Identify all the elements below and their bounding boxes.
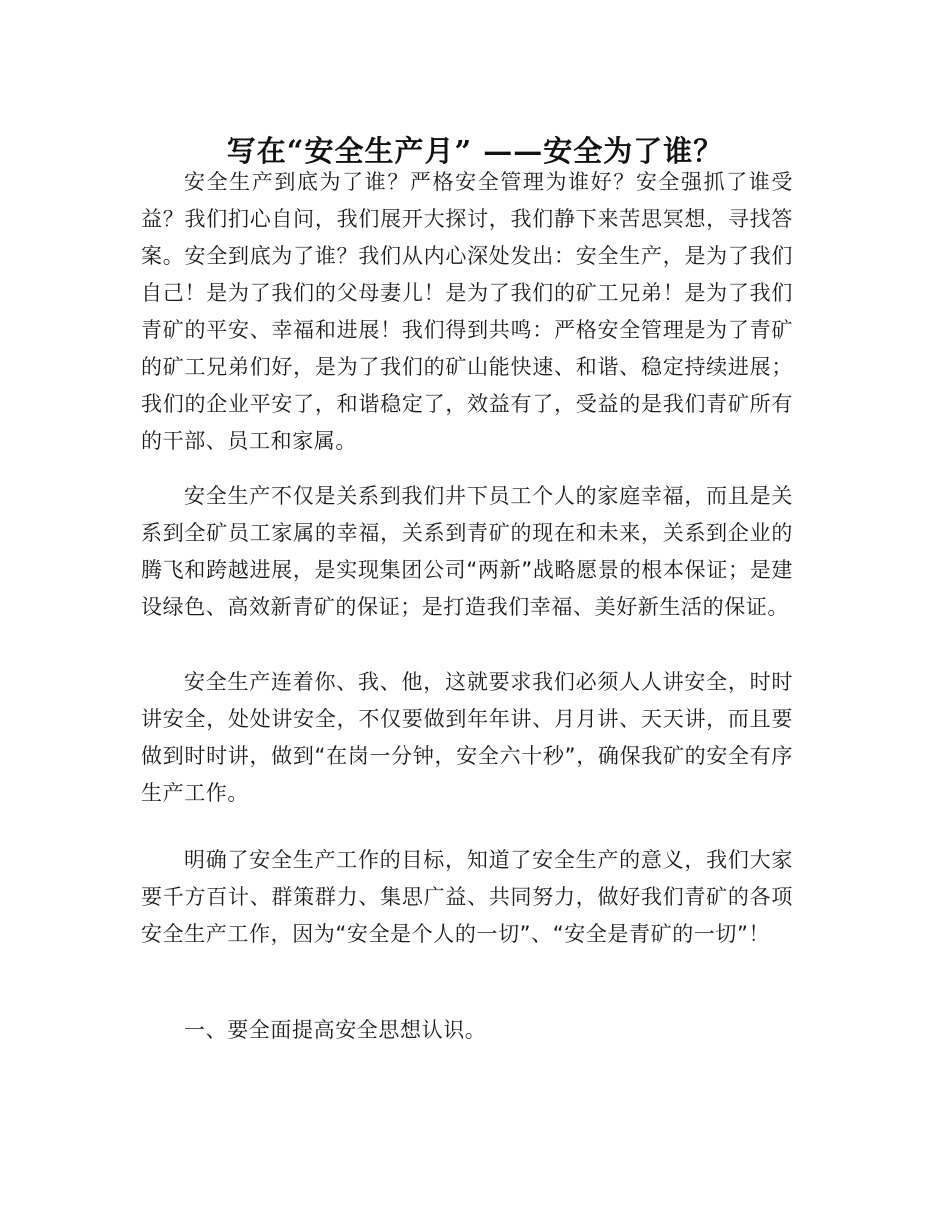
section-heading-1: 一、要全面提高安全思想认识。	[184, 1018, 487, 1042]
paragraph-1: 安全生产到底为了谁？严格安全管理为谁好？安全强抓了谁受益？我们扪心自问，我们展开大探讨，我们静下来苦思冥想，寻找答案。安全到底为了谁？我们从内心深处发出：安全生产，是为了我们自己！是为了我们的父母妻儿！是为了我们的矿工兄弟！是为了我们青矿的平安、幸福和进展！我们得到共鸣：严格安全管理是为了青矿的矿工兄弟们好，是为了我们的矿山能快速、和谐、稳定持续进展；我们的企业平安了，和谐稳定了，效益有了，受益的是我们青矿所有的干部、员工和家属。	[141, 170, 793, 453]
document-title: 写在“安全生产月” ——安全为了谁？	[226, 134, 724, 169]
paragraph-3: 安全生产连着你、我、他，这就要求我们必须人人讲安全，时时讲安全，处处讲安全，不仅要做到年年讲、月月讲、天天讲，而且要做到时时讲，做到“在岗一分钟，安全六十秒”，确保我矿的安全有序生产工作。	[141, 670, 793, 805]
paragraph-4: 明确了安全生产工作的目标，知道了安全生产的意义，我们大家要千方百计、群策群力、集思广益、共同努力，做好我们青矿的各项安全生产工作，因为“安全是个人的一切”、“安全是青矿的一切”！	[141, 848, 793, 946]
paragraph-2: 安全生产不仅是关系到我们井下员工个人的家庭幸福，而且是关系到全矿员工家属的幸福，关系到青矿的现在和未来，关系到企业的腾飞和跨越进展，是实现集团公司“两新”战略愿景的根本保证；是建设绿色、高效新青矿的保证；是打造我们幸福、美好新生活的保证。	[141, 484, 793, 619]
